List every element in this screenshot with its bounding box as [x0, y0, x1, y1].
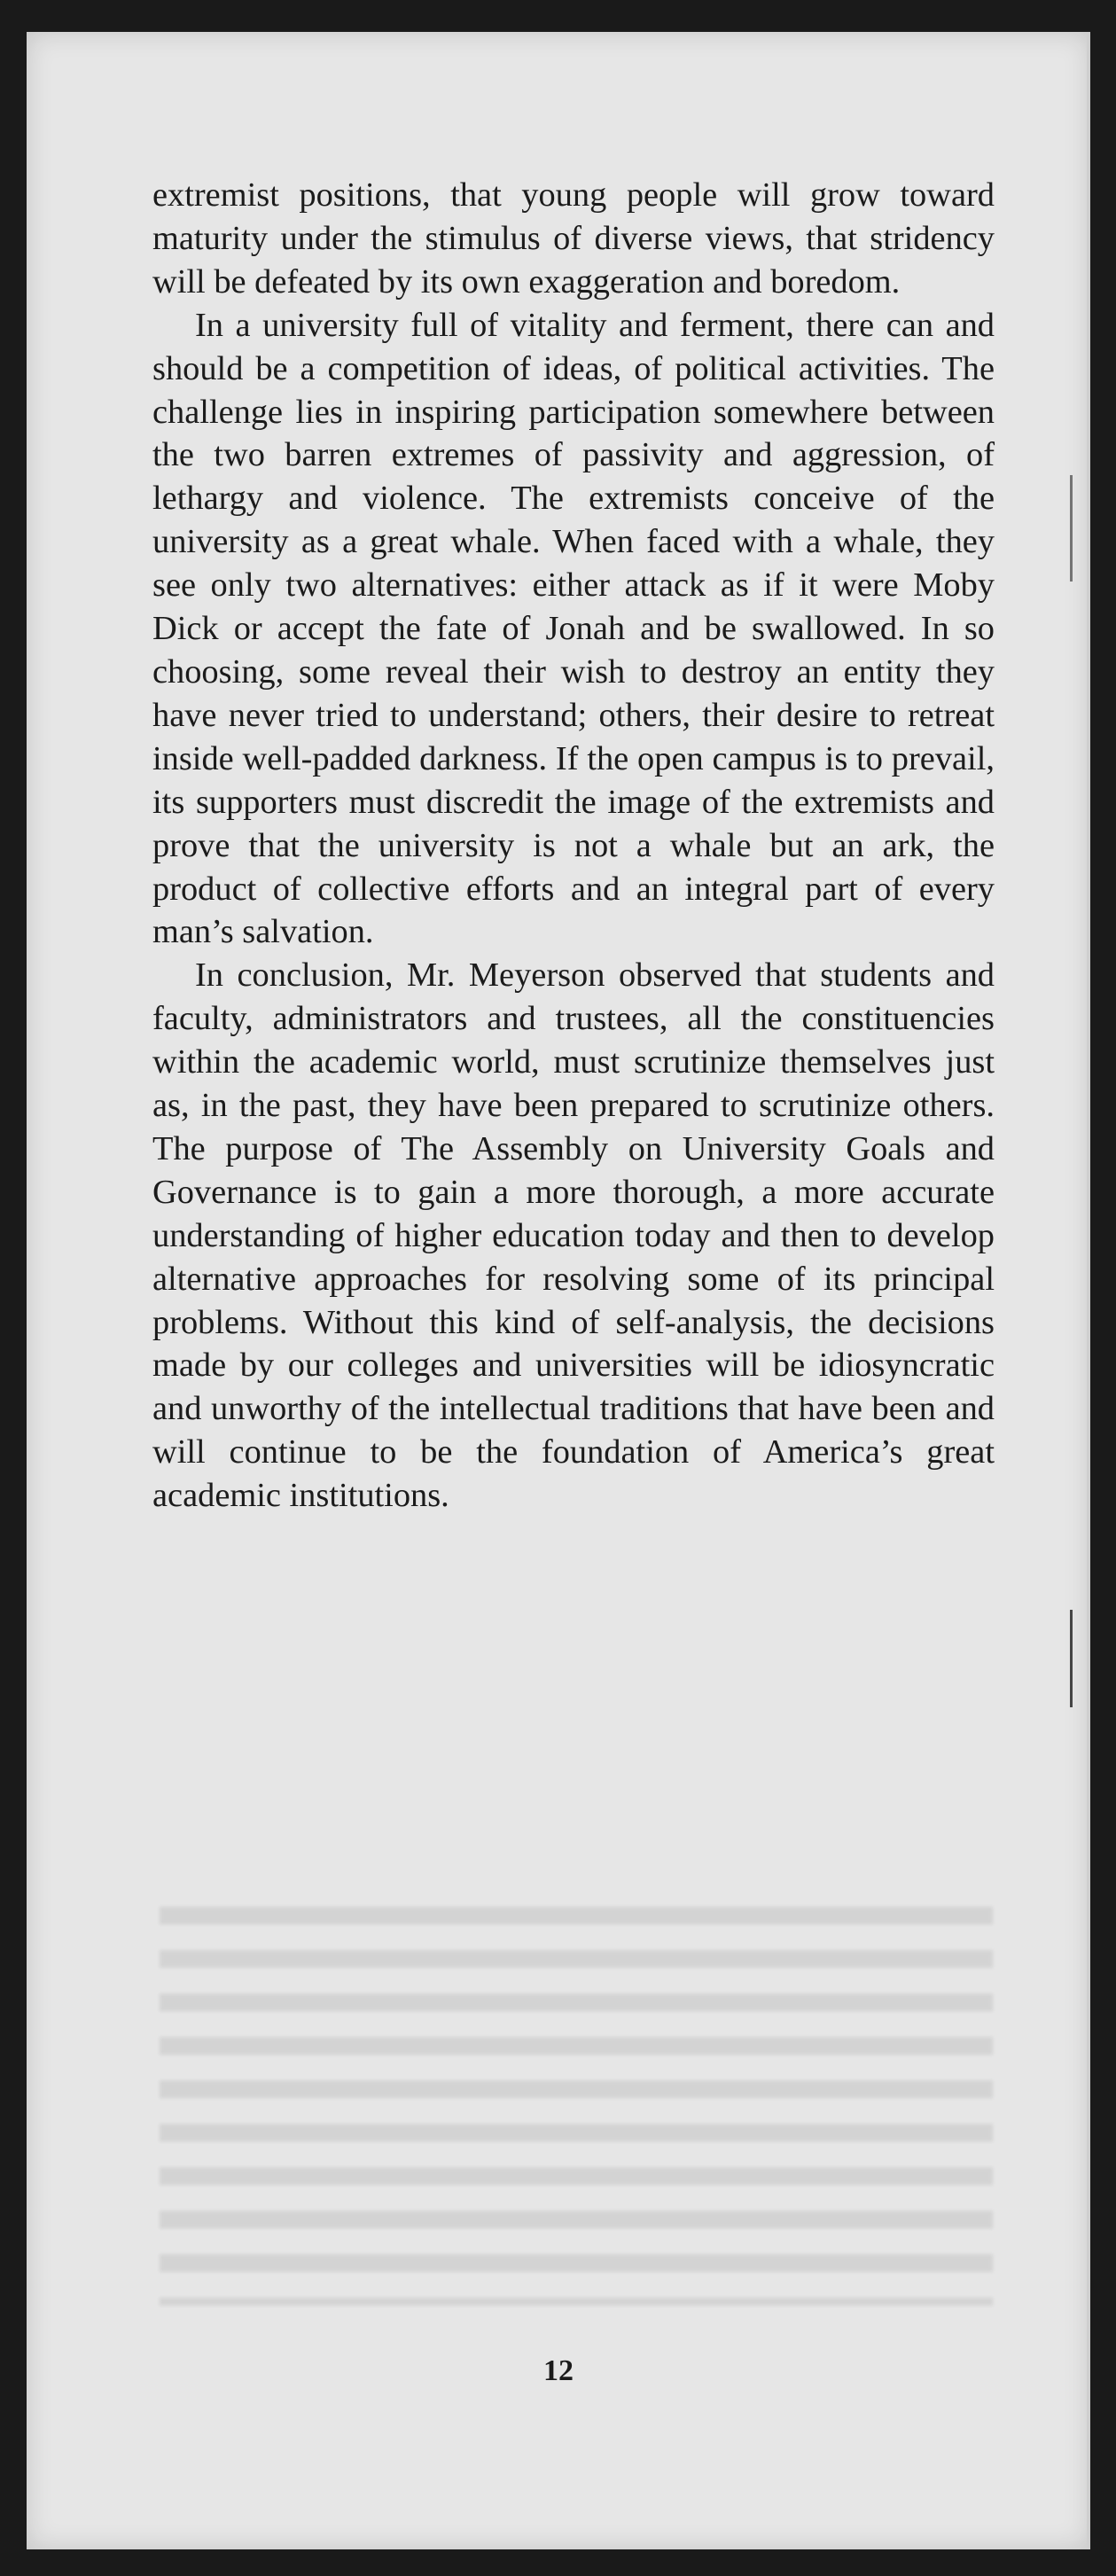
- page-number: 12: [543, 2354, 574, 2387]
- paragraph-whale: In a university full of vitality and ferment, there can and should be a competition of ideas, of political activities. The challenge lies in inspiring participation somewhere between the two barren extremes of passivity and aggression, of lethargy and violence. The extremists conceive of the university as a great whale. When faced with a whale, they see only two alternatives: either attack as if it were Moby Dick or accept the fate of Jonah and be swallowed. In so choosing, some reveal their wish to destroy an entity they have never tried to understand; others, their desire to retreat inside well-padded darkness. If the open campus is to prevail, its supporters must discredit the image of the extremists and prove that the university is not a whale but an ark, the product of collective efforts and an integral part of every man’s salvation.: [152, 306, 995, 951]
- paragraph-conclusion: In conclusion, Mr. Meyerson observed that students and faculty, administrators and trustees, all the constituencies within the academic world, must scrutinize themselves just as, in the past, they have been prepared to scrutinize others. The purpose of The Assembly on University Goals and Governance is to gain a more thorough, a more accurate understanding of higher education today and then to develop alternative approaches for resolving some of its principal problems. Without this kind of self-analysis, the decisions made by our colleges and universities will be idiosyncratic and unworthy of the intellectual traditions that have been and will continue to be the foundation of America’s great academic institutions.: [152, 956, 995, 1515]
- document-page: [27, 32, 1090, 2549]
- page-edge: [1087, 32, 1090, 2549]
- binding-mark: [1070, 1610, 1073, 1707]
- bleed-through-text: [160, 1907, 993, 2306]
- paragraph-continuation: extremist positions, that young people will grow toward maturity under the stimulus of diverse views, that stridency will be defeated by its own exaggeration and boredom.: [152, 176, 995, 301]
- binding-mark: [1070, 475, 1073, 582]
- body-text: [152, 174, 995, 1518]
